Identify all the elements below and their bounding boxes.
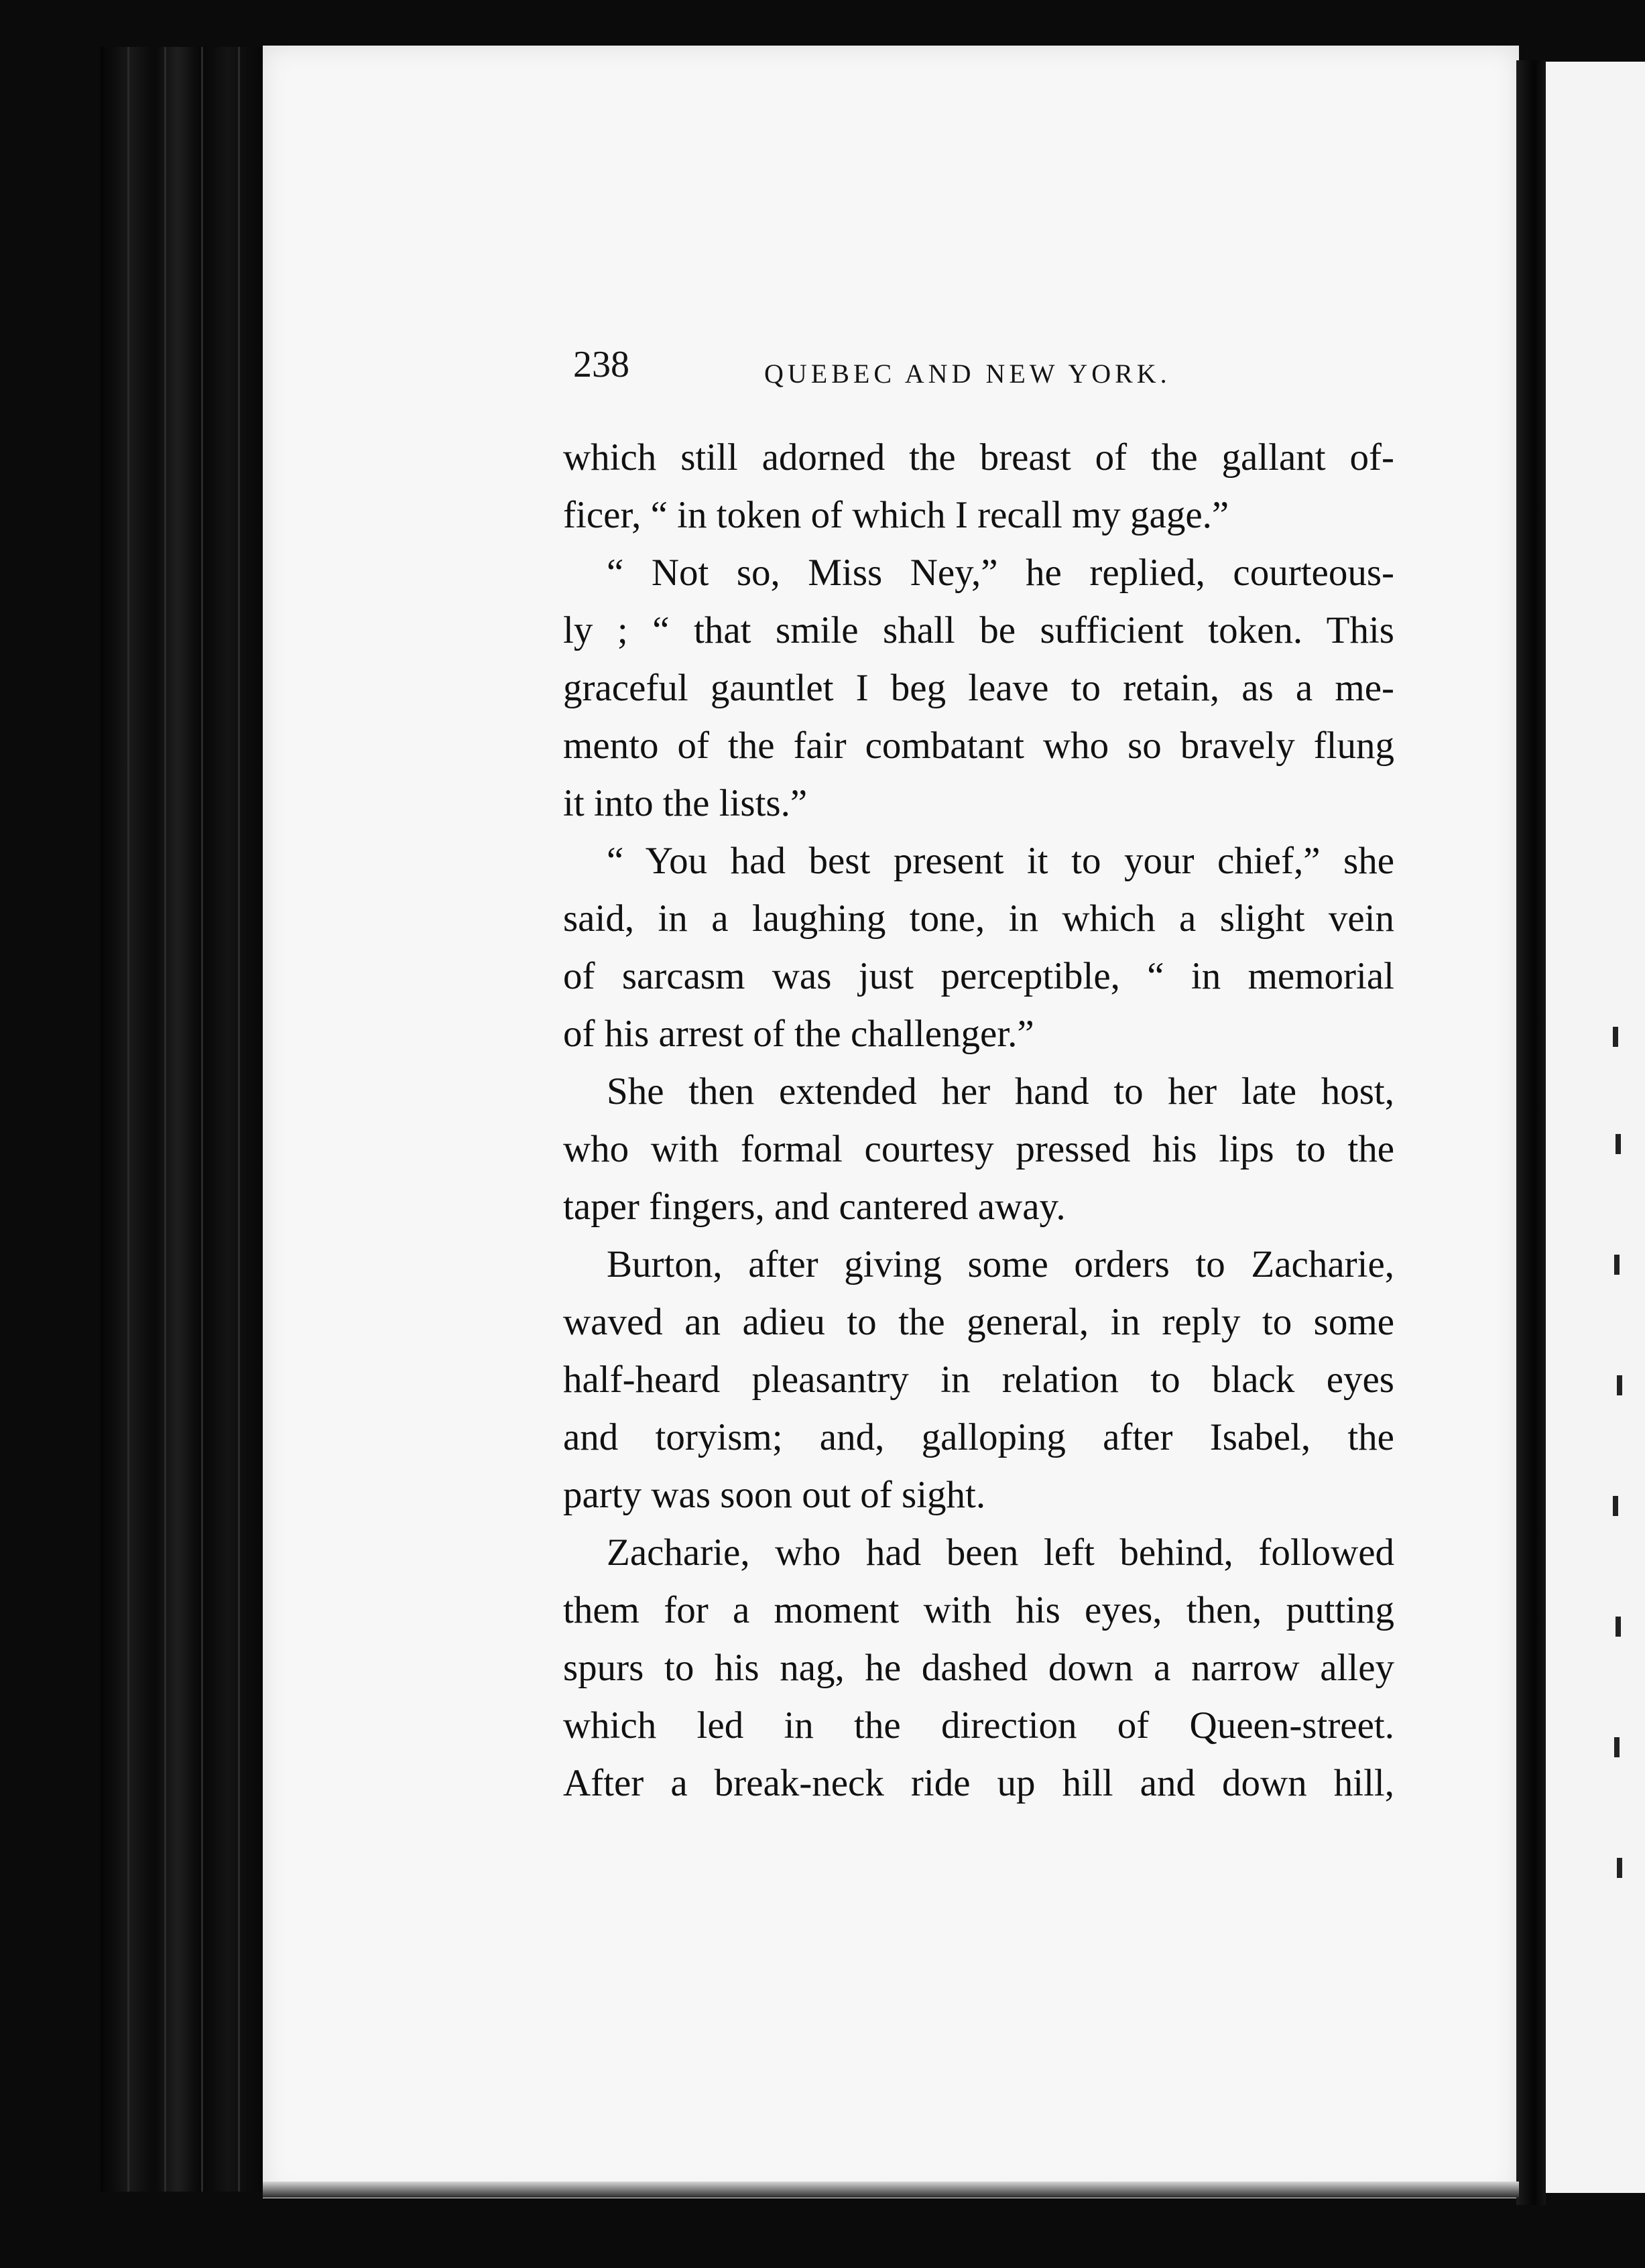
text-line: mento of the fair combatant who so bravely flung (563, 724, 1394, 767)
text-line: it into the lists.” (563, 782, 808, 824)
facing-page-edge (1546, 62, 1645, 2193)
facing-page-text-fragment (1613, 1496, 1618, 1516)
facing-page-text-fragment (1616, 1134, 1621, 1154)
text-line: “ Not so, Miss Ney,” he replied, courteous- (607, 552, 1394, 594)
text-line: party was soon out of sight. (563, 1474, 986, 1516)
facing-page-text-fragment (1614, 1255, 1620, 1275)
text-line: them for a moment with his eyes, then, putting (563, 1589, 1394, 1631)
running-head (573, 343, 1398, 397)
text-line: waved an adieu to the general, in reply to some (563, 1301, 1394, 1343)
text-line: taper fingers, and cantered away. (563, 1186, 1066, 1228)
text-line: of sarcasm was just perceptible, “ in memorial (563, 955, 1394, 997)
spine-grain (164, 47, 166, 2192)
text-line: ly ; “ that smile shall be sufficient token. This (563, 609, 1394, 651)
spine-grain (201, 47, 203, 2192)
text-line: Burton, after giving some orders to Zacharie, (607, 1243, 1394, 1285)
text-line: half-heard pleasantry in relation to black eyes (563, 1359, 1394, 1401)
text-line: said, in a laughing tone, in which a slight vein (563, 897, 1394, 940)
text-line: Zacharie, who had been left behind, followed (607, 1531, 1394, 1574)
text-line: After a break-neck ride up hill and down hill, (563, 1762, 1394, 1804)
text-line: graceful gauntlet I beg leave to retain, as a me- (563, 667, 1394, 709)
text-line: and toryism; and, galloping after Isabel, the (563, 1416, 1394, 1458)
facing-page-text-fragment (1617, 1858, 1622, 1878)
text-line: who with formal courtesy pressed his lips to the (563, 1128, 1394, 1170)
text-line: She then extended her hand to her late host, (607, 1070, 1394, 1113)
text-line: “ You had best present it to your chief,” she (607, 840, 1394, 882)
facing-page-text-fragment (1616, 1617, 1621, 1637)
page-bottom-edge (263, 2182, 1519, 2198)
facing-page-text-fragment (1617, 1375, 1622, 1395)
text-line: which led in the direction of Queen-street. (563, 1704, 1394, 1747)
spine-grain (238, 47, 240, 2192)
page-number: 238 (573, 344, 629, 385)
facing-page-text-fragment (1614, 1737, 1620, 1757)
text-line: ficer, “ in token of which I recall my gage.” (563, 494, 1229, 536)
book-spine (101, 47, 268, 2192)
text-line: of his arrest of the challenger.” (563, 1013, 1034, 1055)
facing-page-text-fragment (1613, 1027, 1618, 1047)
running-title: QUEBEC AND NEW YORK. (764, 359, 1171, 389)
page-gutter (1516, 60, 1546, 2205)
text-line: spurs to his nag, he dashed down a narrow alley (563, 1647, 1394, 1689)
text-line: which still adorned the breast of the gallant of- (563, 436, 1394, 479)
spine-grain (127, 47, 129, 2192)
body-text (563, 429, 1394, 1812)
